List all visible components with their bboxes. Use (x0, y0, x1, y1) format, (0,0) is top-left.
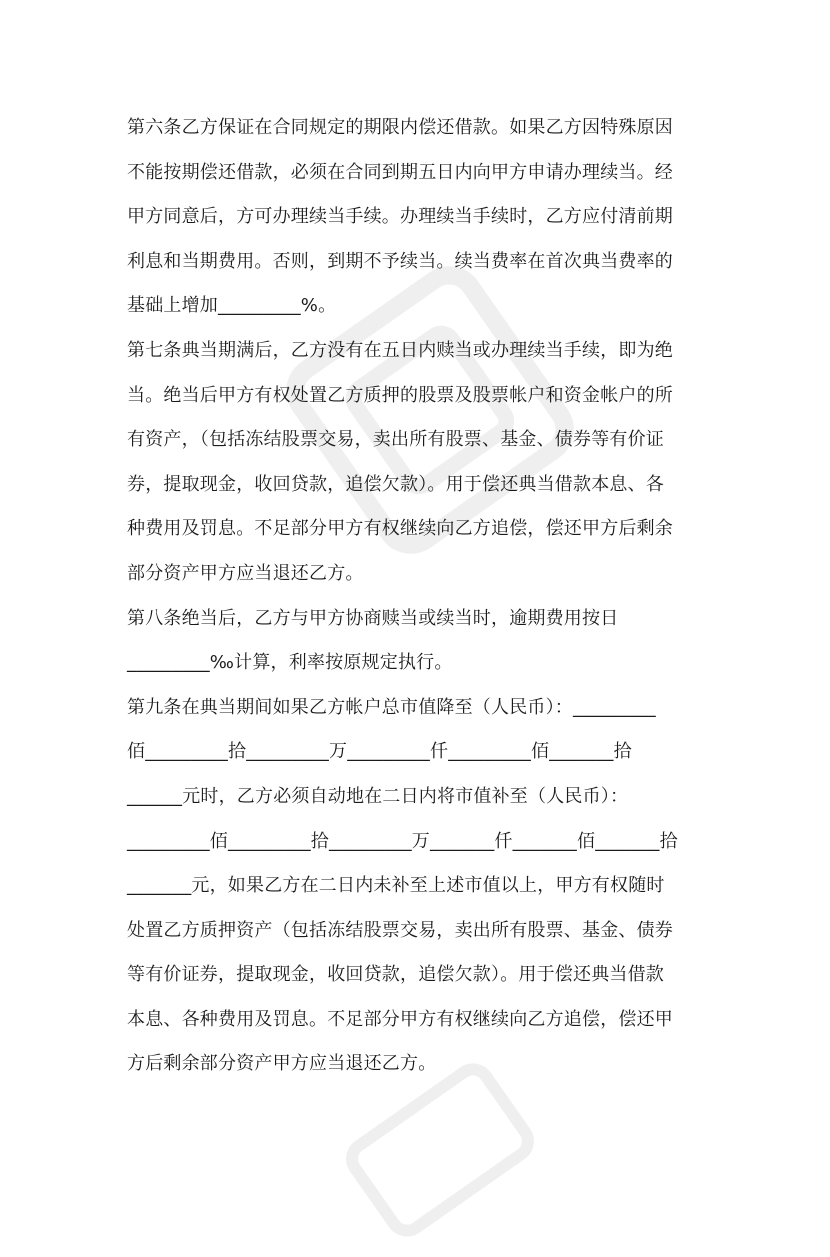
document-body (127, 106, 727, 1087)
text-line-3: 甲方同意后，方可办理续当手续。办理续当手续时，乙方应付清前期 (127, 206, 673, 228)
text-line-21: 本息、各种费用及罚息。不足部分甲方有权继续向乙方追偿，偿还甲 (127, 1008, 673, 1030)
text-line-7: 当。绝当后甲方有权处置乙方质押的股票及股票帐户和资金帐户的所 (127, 384, 673, 406)
text-line-14: 第九条在典当期间如果乙方帐户总市值降至（人民币）：_________ (127, 696, 656, 718)
text-line-16: ______元时，乙方必须自动地在二日内将市值补至（人民币）： (127, 785, 629, 807)
text-line-8: 有资产，（包括冻结股票交易，卖出所有股票、基金、债券等有价证 (127, 429, 664, 451)
text-line-9: 券，提取现金，收回贷款，追偿欠款）。用于偿还典当借款本息、各 (127, 473, 664, 495)
text-line-1: 第六条乙方保证在合同规定的期限内偿还借款。如果乙方因特殊原因 (127, 117, 673, 138)
text-line-12: 第八条绝当后，乙方与甲方协商赎当或续当时，逾期费用按日 (127, 607, 619, 629)
text-line-19: 处置乙方质押资产（包括冻结股票交易，卖出所有股票、基金、债券 (127, 919, 673, 941)
text-line-22: 方后剩余部分资产甲方应当退还乙方。 (127, 1053, 437, 1075)
text-line-6: 第七条典当期满后，乙方没有在五日内赎当或办理续当手续，即为绝 (127, 339, 673, 361)
text-line-15: 佰_________拾_________万_________仟_________佰_______拾 (127, 741, 632, 763)
text-line-20: 等有价证券，提取现金，收回贷款，追偿欠款）。用于偿还典当借款 (127, 964, 664, 986)
text-line-4: 利息和当期费用。否则，到期不予续当。续当费率在首次典当费率的 (127, 250, 673, 272)
text-line-11: 部分资产甲方应当退还乙方。 (127, 562, 364, 584)
text-line-18: _______元，如果乙方在二日内未补至上述市值以上，甲方有权随时 (127, 875, 665, 897)
text-line-10: 种费用及罚息。不足部分甲方有权继续向乙方追偿，偿还甲方后剩余 (127, 518, 673, 540)
text-line-2: 不能按期偿还借款，必须在合同到期五日内向甲方申请办理续当。经 (127, 161, 673, 183)
text-line-17: _________佰_________拾_________万_______仟_______佰_______拾 (127, 830, 678, 852)
text-line-5: 基础上增加_________%。 (127, 295, 337, 317)
text-line-13: _________‰计算，利率按原规定执行。 (127, 652, 453, 674)
